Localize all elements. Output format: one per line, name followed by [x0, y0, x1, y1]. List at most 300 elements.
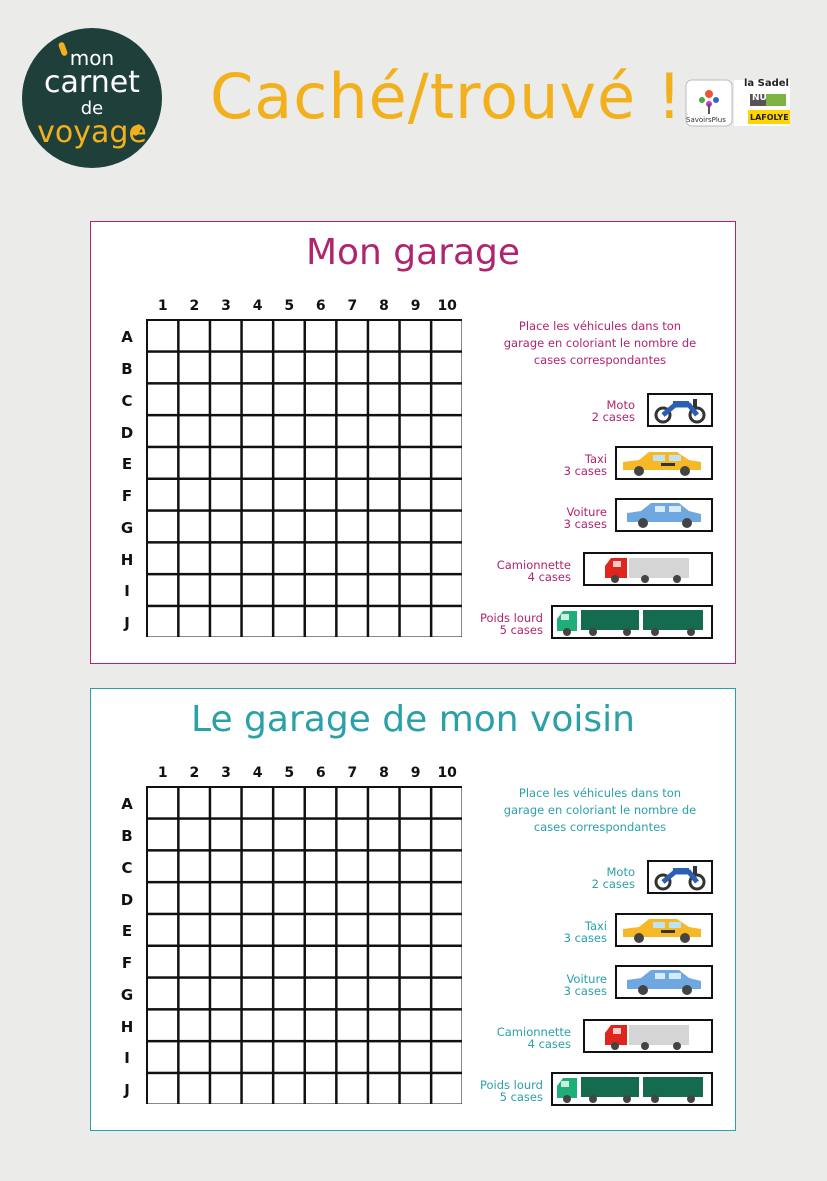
grid-cell-B9[interactable]	[400, 819, 431, 850]
row-letter: B	[121, 827, 133, 845]
grid-cell-F3[interactable]	[210, 946, 241, 977]
grid-cell-I7[interactable]	[337, 1041, 368, 1072]
grid-cell-J2[interactable]	[179, 1073, 210, 1104]
grid-cell-I9[interactable]	[400, 1041, 431, 1072]
grid-cell-J5[interactable]	[273, 606, 304, 637]
grid-cell-D1[interactable]	[147, 415, 178, 446]
grid-cell-F7[interactable]	[337, 946, 368, 977]
grid-cell-B1[interactable]	[147, 352, 178, 383]
vehicle-label-moto	[511, 866, 635, 890]
row-letter: J	[124, 1081, 130, 1099]
grid-cell-F4[interactable]	[242, 946, 273, 977]
grid-cell-D4[interactable]	[242, 415, 273, 446]
grid-cell-J4[interactable]	[242, 1073, 273, 1104]
row-letter: D	[120, 424, 134, 442]
col-number: 1	[157, 765, 168, 781]
grid-cell-G7[interactable]	[337, 511, 368, 542]
grid-cell-A3[interactable]	[210, 320, 241, 351]
neighbor-garage-panel	[90, 688, 736, 1131]
grid-cell-E2[interactable]	[179, 447, 210, 478]
grid-cell-H8[interactable]	[368, 543, 399, 574]
grid-cell-G7[interactable]	[337, 978, 368, 1009]
grid-cell-J9[interactable]	[400, 1073, 431, 1104]
grid-cell-A9[interactable]	[400, 787, 431, 818]
row-letter: F	[121, 487, 133, 505]
grid-cell-D9[interactable]	[400, 882, 431, 913]
grid-cell-G2[interactable]	[179, 511, 210, 542]
vehicle-cases: 5 cases	[499, 1090, 543, 1104]
instruction-line: garage en coloriant le nombre de	[503, 336, 697, 350]
grid-cell-I8[interactable]	[368, 1041, 399, 1072]
grid-cell-B10[interactable]	[431, 819, 462, 850]
grid-cell-H3[interactable]	[210, 1010, 241, 1041]
vehicle-label-poids-lourd	[431, 1079, 543, 1103]
vehicle-name: Moto	[606, 865, 635, 879]
taxi-box	[615, 446, 713, 480]
row-letters	[117, 787, 137, 1105]
grid-cell-G2[interactable]	[179, 978, 210, 1009]
grid-cell-I1[interactable]	[147, 1041, 178, 1072]
grid-cell-I6[interactable]	[305, 1041, 336, 1072]
vehicle-name: Voiture	[566, 972, 607, 986]
grid-cell-B2[interactable]	[179, 819, 210, 850]
grid-cell-F6[interactable]	[305, 479, 336, 510]
logo-line-1: mon	[69, 46, 115, 70]
grid-cell-G4[interactable]	[242, 978, 273, 1009]
instruction-line: cases correspondantes	[533, 353, 667, 367]
col-number: 3	[221, 298, 231, 314]
grid-cell-C6[interactable]	[305, 384, 336, 415]
grid-cell-E5[interactable]	[273, 914, 304, 945]
grid-cell-C1[interactable]	[147, 384, 178, 415]
grid-cell-I2[interactable]	[179, 1041, 210, 1072]
vehicle-cases: 4 cases	[527, 1037, 571, 1051]
grid-cell-B8[interactable]	[368, 819, 399, 850]
grid-cell-C2[interactable]	[179, 384, 210, 415]
column-numbers	[147, 765, 463, 781]
vehicle-label-poids-lourd	[431, 612, 543, 636]
grid-cell-D7[interactable]	[337, 415, 368, 446]
grid-cell-F6[interactable]	[305, 946, 336, 977]
grid-cell-D7[interactable]	[337, 882, 368, 913]
grid-cell-B6[interactable]	[305, 352, 336, 383]
grid-cell-H6[interactable]	[305, 543, 336, 574]
grid-cell-E2[interactable]	[179, 914, 210, 945]
grid-cell-H4[interactable]	[242, 543, 273, 574]
grid-cell-G1[interactable]	[147, 978, 178, 1009]
row-letter: G	[120, 519, 134, 537]
grid-cell-A5[interactable]	[273, 787, 304, 818]
grid-cell-C4[interactable]	[242, 851, 273, 882]
col-number: 6	[315, 298, 326, 314]
grid-cell-B4[interactable]	[242, 819, 273, 850]
grid-cell-I5[interactable]	[273, 1041, 304, 1072]
grid-cell-D5[interactable]	[273, 882, 304, 913]
grid-cell-I6[interactable]	[305, 574, 336, 605]
grid-cell-I7[interactable]	[337, 574, 368, 605]
grid-cell-B10[interactable]	[431, 352, 462, 383]
vehicle-label-camionnette	[451, 1026, 571, 1050]
grid-cell-A6[interactable]	[305, 320, 336, 351]
grid-cell-H1[interactable]	[147, 543, 178, 574]
grid-cell-I2[interactable]	[179, 574, 210, 605]
grid-cell-H9[interactable]	[400, 1010, 431, 1041]
logo-line-3: de	[80, 98, 104, 119]
grid-cell-A7[interactable]	[337, 787, 368, 818]
grid-cell-C7[interactable]	[337, 384, 368, 415]
grid-cell-C10[interactable]	[431, 851, 462, 882]
grid-cell-I8[interactable]	[368, 574, 399, 605]
column-numbers	[147, 298, 463, 314]
grid-cell-J7[interactable]	[337, 1073, 368, 1104]
grid-cell-B9[interactable]	[400, 352, 431, 383]
truck-icon	[553, 607, 711, 637]
grid-cell-C10[interactable]	[431, 384, 462, 415]
grid-cell-H2[interactable]	[179, 543, 210, 574]
grid-cell-D1[interactable]	[147, 882, 178, 913]
grid-cell-D3[interactable]	[210, 415, 241, 446]
grid-cell-B8[interactable]	[368, 352, 399, 383]
grid-cell-B5[interactable]	[273, 352, 304, 383]
vehicle-label-taxi	[491, 453, 607, 477]
grid-cell-F10[interactable]	[431, 946, 462, 977]
grid-cell-F10[interactable]	[431, 479, 462, 510]
col-number: 5	[284, 298, 295, 314]
grid-cell-G10[interactable]	[431, 978, 462, 1009]
grid-cell-G4[interactable]	[242, 511, 273, 542]
grid-cell-H5[interactable]	[273, 1010, 304, 1041]
grid-cell-C3[interactable]	[210, 384, 241, 415]
vehicle-name: Poids lourd	[479, 1078, 543, 1092]
grid-cell-E9[interactable]	[400, 914, 431, 945]
grid-cell-A1[interactable]	[147, 320, 178, 351]
col-number: 9	[410, 765, 421, 781]
col-number: 10	[437, 298, 457, 314]
car-box	[615, 965, 713, 999]
grid-cell-E7[interactable]	[337, 447, 368, 478]
grid-cell-H9[interactable]	[400, 543, 431, 574]
car-icon	[617, 967, 711, 997]
grid-cell-B1[interactable]	[147, 819, 178, 850]
vehicle-cases: 3 cases	[563, 984, 607, 998]
truck-icon	[553, 1074, 711, 1104]
grid-cell-F3[interactable]	[210, 479, 241, 510]
grid-cell-G6[interactable]	[305, 978, 336, 1009]
col-number: 7	[347, 765, 358, 781]
grid-cell-E10[interactable]	[431, 447, 462, 478]
vehicle-name: Poids lourd	[479, 611, 543, 625]
grid-cell-A7[interactable]	[337, 320, 368, 351]
grid-cell-J4[interactable]	[242, 606, 273, 637]
col-number: 6	[315, 765, 326, 781]
grid-cell-A9[interactable]	[400, 320, 431, 351]
grid-cell-I9[interactable]	[400, 574, 431, 605]
grid-cell-G10[interactable]	[431, 511, 462, 542]
grid-cell-F5[interactable]	[273, 479, 304, 510]
vehicle-label-voiture	[491, 973, 607, 997]
grid-cell-J8[interactable]	[368, 1073, 399, 1104]
grid-cell-J1[interactable]	[147, 1073, 178, 1104]
truck-box	[551, 1072, 713, 1106]
grid-cell-B5[interactable]	[273, 819, 304, 850]
grid-cell-J7[interactable]	[337, 606, 368, 637]
grid-cell-G5[interactable]	[273, 978, 304, 1009]
row-letter: E	[121, 922, 133, 940]
grid-cell-F1[interactable]	[147, 946, 178, 977]
grid-cell-E3[interactable]	[210, 447, 241, 478]
grid-cell-E1[interactable]	[147, 914, 178, 945]
grid-cell-H3[interactable]	[210, 543, 241, 574]
grid-cell-E8[interactable]	[368, 447, 399, 478]
grid-cell-H8[interactable]	[368, 1010, 399, 1041]
vehicle-cases: 3 cases	[563, 464, 607, 478]
battleship-grid[interactable]	[146, 786, 462, 1104]
grid-cell-D2[interactable]	[179, 415, 210, 446]
grid-cell-H2[interactable]	[179, 1010, 210, 1041]
panel-title: Le garage de mon voisin	[191, 699, 635, 740]
col-number: 5	[284, 765, 295, 781]
partner-savoirsplus: SavoirsPlus	[686, 116, 726, 124]
vehicle-label-camionnette	[451, 559, 571, 583]
truck-box	[551, 605, 713, 639]
grid-cell-C3[interactable]	[210, 851, 241, 882]
grid-cell-F5[interactable]	[273, 946, 304, 977]
grid-cell-F7[interactable]	[337, 479, 368, 510]
row-letter: H	[120, 1018, 134, 1036]
grid-cell-E4[interactable]	[242, 914, 273, 945]
grid-cell-A10[interactable]	[431, 320, 462, 351]
row-letter: E	[121, 455, 133, 473]
instructions	[485, 785, 715, 836]
grid-cell-E8[interactable]	[368, 914, 399, 945]
grid-cell-A2[interactable]	[179, 320, 210, 351]
grid-cell-A2[interactable]	[179, 787, 210, 818]
grid-cell-G1[interactable]	[147, 511, 178, 542]
grid-cell-G3[interactable]	[210, 978, 241, 1009]
grid-cell-H5[interactable]	[273, 543, 304, 574]
grid-cell-C4[interactable]	[242, 384, 273, 415]
row-letter: B	[121, 360, 133, 378]
row-letter: D	[120, 891, 134, 909]
grid-cell-D8[interactable]	[368, 882, 399, 913]
col-number: 2	[189, 298, 200, 314]
logo-line-2: carnet	[44, 65, 140, 100]
col-number: 3	[221, 765, 231, 781]
grid-cell-C6[interactable]	[305, 851, 336, 882]
grid-cell-C1[interactable]	[147, 851, 178, 882]
vehicle-cases: 5 cases	[499, 623, 543, 637]
grid-cell-I1[interactable]	[147, 574, 178, 605]
grid-cell-D10[interactable]	[431, 882, 462, 913]
grid-cell-F1[interactable]	[147, 479, 178, 510]
grid-cell-C7[interactable]	[337, 851, 368, 882]
grid-cell-D3[interactable]	[210, 882, 241, 913]
grid-cell-B2[interactable]	[179, 352, 210, 383]
grid-cell-A6[interactable]	[305, 787, 336, 818]
grid-cell-H1[interactable]	[147, 1010, 178, 1041]
vehicle-cases: 4 cases	[527, 570, 571, 584]
grid-cell-G9[interactable]	[400, 511, 431, 542]
grid-cell-H7[interactable]	[337, 543, 368, 574]
grid-cell-D5[interactable]	[273, 415, 304, 446]
row-letter: A	[121, 328, 133, 346]
grid-cell-D2[interactable]	[179, 882, 210, 913]
battleship-grid[interactable]	[146, 319, 462, 637]
grid-cell-C9[interactable]	[400, 384, 431, 415]
grid-cell-C8[interactable]	[368, 384, 399, 415]
grid-cell-J6[interactable]	[305, 1073, 336, 1104]
panel-title: Mon garage	[305, 232, 521, 273]
grid-cell-E3[interactable]	[210, 914, 241, 945]
grid-cell-E5[interactable]	[273, 447, 304, 478]
grid-cell-E1[interactable]	[147, 447, 178, 478]
grid-cell-D9[interactable]	[400, 415, 431, 446]
grid-cell-E10[interactable]	[431, 914, 462, 945]
grid-cell-I4[interactable]	[242, 1041, 273, 1072]
grid-cell-F9[interactable]	[400, 479, 431, 510]
row-letters	[117, 320, 137, 638]
grid-cell-A3[interactable]	[210, 787, 241, 818]
grid-cell-J3[interactable]	[210, 1073, 241, 1104]
row-letter: H	[120, 551, 134, 569]
grid-cell-D4[interactable]	[242, 882, 273, 913]
grid-cell-G5[interactable]	[273, 511, 304, 542]
grid-cell-G8[interactable]	[368, 511, 399, 542]
col-number: 2	[189, 765, 200, 781]
vehicle-cases: 2 cases	[591, 877, 635, 891]
col-number: 4	[252, 765, 263, 781]
grid-cell-I4[interactable]	[242, 574, 273, 605]
grid-cell-A1[interactable]	[147, 787, 178, 818]
col-number: 9	[410, 298, 421, 314]
grid-cell-C9[interactable]	[400, 851, 431, 882]
vehicle-cases: 3 cases	[563, 931, 607, 945]
grid-cell-J3[interactable]	[210, 606, 241, 637]
grid-cell-B4[interactable]	[242, 352, 273, 383]
grid-cell-E6[interactable]	[305, 447, 336, 478]
grid-cell-I5[interactable]	[273, 574, 304, 605]
grid-cell-F4[interactable]	[242, 479, 273, 510]
grid-cell-C5[interactable]	[273, 384, 304, 415]
my-garage-panel	[90, 221, 736, 664]
car-icon	[617, 500, 711, 530]
grid-cell-G8[interactable]	[368, 978, 399, 1009]
vehicle-name: Taxi	[584, 452, 607, 466]
instruction-line: garage en coloriant le nombre de	[503, 803, 697, 817]
grid-cell-A10[interactable]	[431, 787, 462, 818]
instruction-line: Place les véhicules dans ton	[518, 786, 682, 800]
van-box	[583, 552, 713, 586]
logo-line-4: voyage	[37, 115, 147, 150]
vehicle-name: Taxi	[584, 919, 607, 933]
carnet-de-voyage-logo	[22, 28, 162, 168]
moto-box	[647, 393, 713, 427]
grid-cell-H4[interactable]	[242, 1010, 273, 1041]
row-letter: G	[120, 986, 134, 1004]
col-number: 8	[379, 765, 389, 781]
grid-cell-A8[interactable]	[368, 787, 399, 818]
grid-cell-I3[interactable]	[210, 1041, 241, 1072]
instructions	[485, 318, 715, 369]
grid-cell-B7[interactable]	[337, 819, 368, 850]
moto-box	[647, 860, 713, 894]
grid-cell-E4[interactable]	[242, 447, 273, 478]
grid-cell-A4[interactable]	[242, 787, 273, 818]
grid-cell-F2[interactable]	[179, 946, 210, 977]
grid-cell-G3[interactable]	[210, 511, 241, 542]
instruction-line: cases correspondantes	[533, 820, 667, 834]
col-number: 1	[157, 298, 168, 314]
grid-cell-A4[interactable]	[242, 320, 273, 351]
motorcycle-icon	[649, 862, 711, 892]
grid-cell-C5[interactable]	[273, 851, 304, 882]
taxi-icon	[617, 448, 711, 478]
grid-cell-A8[interactable]	[368, 320, 399, 351]
grid-cell-J9[interactable]	[400, 606, 431, 637]
grid-cell-A5[interactable]	[273, 320, 304, 351]
row-letter: J	[124, 614, 130, 632]
grid-cell-E9[interactable]	[400, 447, 431, 478]
vehicle-name: Camionnette	[496, 558, 571, 572]
grid-cell-G9[interactable]	[400, 978, 431, 1009]
grid-cell-J8[interactable]	[368, 606, 399, 637]
row-letter: F	[121, 954, 133, 972]
col-number: 10	[437, 765, 457, 781]
grid-cell-B6[interactable]	[305, 819, 336, 850]
grid-cell-D8[interactable]	[368, 415, 399, 446]
vehicle-name: Voiture	[566, 505, 607, 519]
grid-cell-F8[interactable]	[368, 946, 399, 977]
grid-cell-E6[interactable]	[305, 914, 336, 945]
motorcycle-icon	[649, 395, 711, 425]
grid-cell-B3[interactable]	[210, 352, 241, 383]
vehicle-cases: 3 cases	[563, 517, 607, 531]
row-letter: C	[121, 392, 133, 410]
partner-sadel: la Sadel	[744, 78, 789, 89]
grid-cell-H6[interactable]	[305, 1010, 336, 1041]
grid-cell-J6[interactable]	[305, 606, 336, 637]
col-number: 8	[379, 298, 389, 314]
grid-cell-I3[interactable]	[210, 574, 241, 605]
grid-cell-B3[interactable]	[210, 819, 241, 850]
vehicle-label-moto	[511, 399, 635, 423]
grid-cell-D6[interactable]	[305, 415, 336, 446]
grid-cell-J1[interactable]	[147, 606, 178, 637]
vehicle-label-voiture	[491, 506, 607, 530]
van-icon	[585, 554, 711, 584]
grid-cell-C2[interactable]	[179, 851, 210, 882]
taxi-box	[615, 913, 713, 947]
vehicle-name: Moto	[606, 398, 635, 412]
grid-cell-D10[interactable]	[431, 415, 462, 446]
grid-cell-F9[interactable]	[400, 946, 431, 977]
grid-cell-C8[interactable]	[368, 851, 399, 882]
grid-cell-F2[interactable]	[179, 479, 210, 510]
grid-cell-H7[interactable]	[337, 1010, 368, 1041]
partner-nu: NU	[752, 93, 767, 103]
grid-cell-B7[interactable]	[337, 352, 368, 383]
partner-logos	[684, 72, 792, 130]
grid-cell-E7[interactable]	[337, 914, 368, 945]
grid-cell-D6[interactable]	[305, 882, 336, 913]
grid-cell-G6[interactable]	[305, 511, 336, 542]
row-letter: I	[124, 1049, 130, 1067]
grid-cell-F8[interactable]	[368, 479, 399, 510]
vehicle-label-taxi	[491, 920, 607, 944]
col-number: 7	[347, 298, 358, 314]
grid-cell-J5[interactable]	[273, 1073, 304, 1104]
grid-cell-J2[interactable]	[179, 606, 210, 637]
